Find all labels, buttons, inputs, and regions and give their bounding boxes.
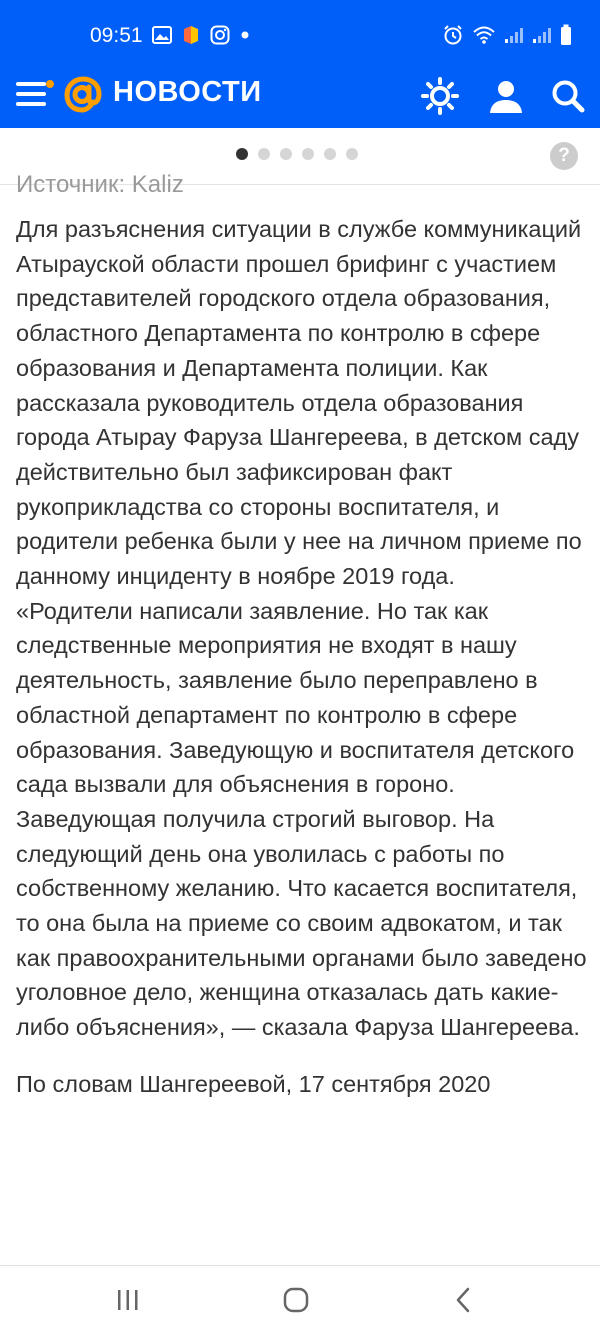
dot-icon — [240, 30, 250, 40]
pager-dot[interactable] — [258, 148, 270, 160]
signal-icon — [532, 26, 552, 44]
help-button[interactable]: ? — [550, 142, 578, 170]
status-left-icons — [152, 25, 250, 45]
wifi-icon — [472, 25, 496, 45]
article-paragraph: По словам Шангереевой, 17 сентября 2020 — [16, 1070, 491, 1097]
battery-icon — [560, 24, 572, 46]
article-source: Источник: Kaliz — [16, 171, 184, 198]
brand-title[interactable]: НОВОСТИ — [113, 76, 262, 108]
article-content — [0, 171, 600, 1265]
pager-dot[interactable] — [346, 148, 358, 160]
status-bar — [0, 0, 600, 66]
pager-dot[interactable] — [324, 148, 336, 160]
alarm-icon — [442, 24, 464, 46]
status-time: 09:51 — [90, 24, 143, 47]
profile-icon[interactable] — [486, 76, 526, 116]
search-icon[interactable] — [548, 76, 588, 116]
app-icon — [182, 25, 200, 45]
pager-dot[interactable] — [280, 148, 292, 160]
toolbar — [0, 66, 600, 126]
article-paragraph: «Родители написали заявление. Но так как следственные мероприятия не входят в нашу деятельность, заявление было переправлено в областной департамент по контролю в сфере образования. Заведующую и воспитателя детского сада вызвали для объяснения в гороно. Заведующая получила строгий выговор. На следующий день она уволилась с работы по собственному желанию. Что касается воспитателя, то она была на приеме со своим адвокатом, и так как правоохранительными органами было заведено уголовное дело, женщина отказалась дать какие-либо объяснения», — сказала Фаруза Шангереева. — [16, 597, 587, 1041]
app-header — [0, 0, 600, 128]
home-icon[interactable] — [276, 1284, 316, 1316]
weather-sun-icon[interactable] — [420, 76, 460, 116]
pager-dots — [236, 148, 358, 160]
pager-dot[interactable] — [302, 148, 314, 160]
gallery-icon — [152, 26, 172, 44]
status-right-icons — [442, 24, 572, 46]
article-body — [16, 212, 591, 1102]
menu-icon[interactable] — [14, 74, 56, 114]
back-icon[interactable] — [444, 1284, 484, 1316]
pager-dot[interactable] — [236, 148, 248, 160]
instagram-icon — [210, 25, 230, 45]
signal-icon — [504, 26, 524, 44]
system-nav-bar — [0, 1265, 600, 1333]
article-paragraph: Для разъяснения ситуации в службе коммуникаций Атырауской области прошел брифинг с участием представителей городского отдела образования, областного Департамента по контролю в сфере образования и Департамента полиции. Как рассказала руководитель отдела образования города Атырау Фаруза Шангереева, в детском саду действительно был зафиксирован факт рукоприкладства со стороны воспитателя, и родители ребенка были у нее на личном приеме по данному инциденту в ноябре 2019 года. — [16, 216, 582, 590]
recent-apps-icon[interactable] — [108, 1284, 148, 1316]
mail-logo-icon[interactable] — [60, 72, 106, 118]
